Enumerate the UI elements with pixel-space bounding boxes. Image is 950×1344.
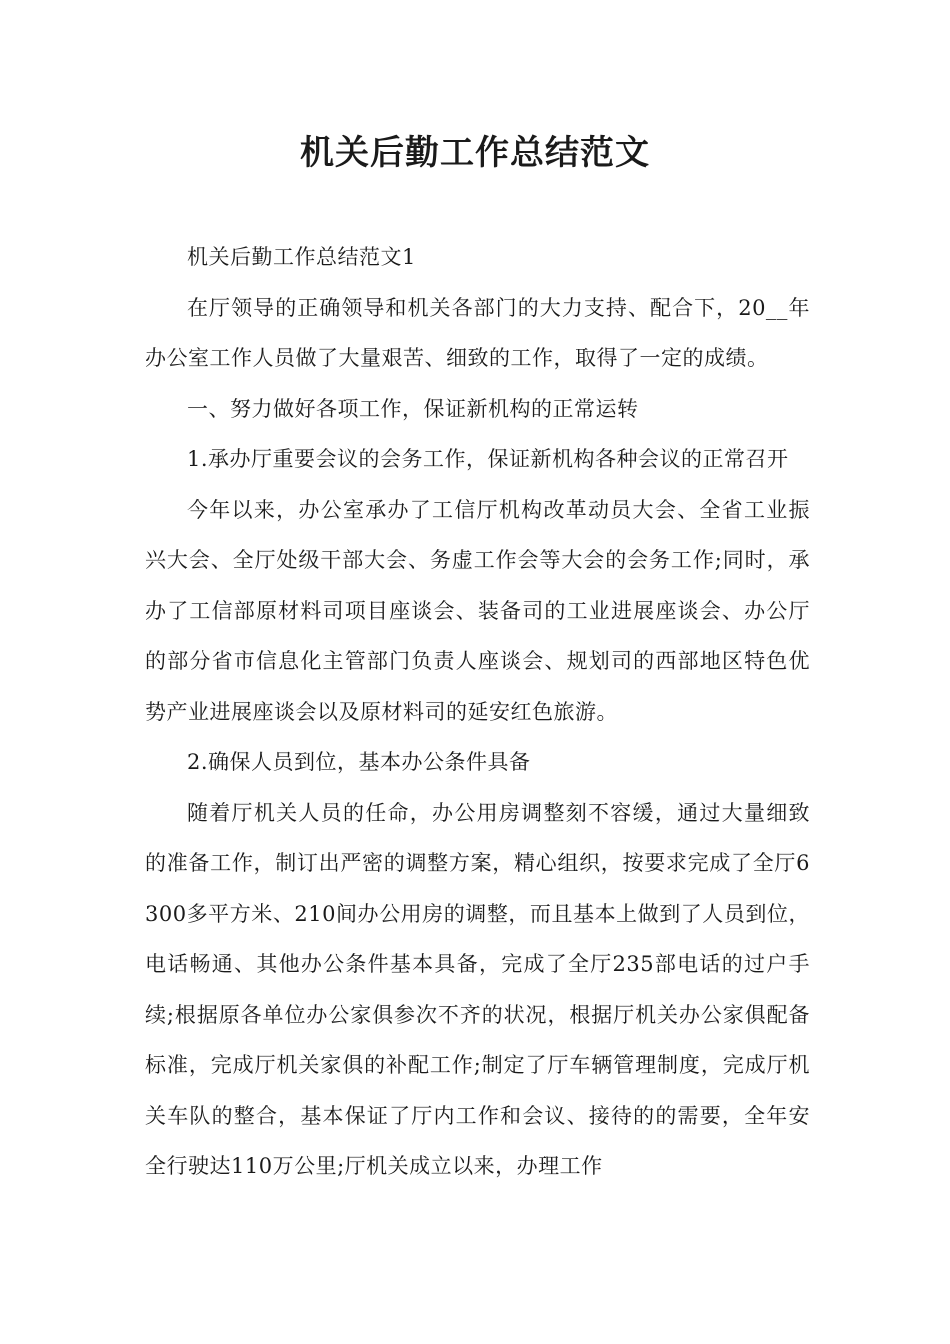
paragraph-subtitle: 机关后勤工作总结范文1 xyxy=(187,245,416,269)
paragraph-intro: 在厅领导的正确领导和机关各部门的大力支持、配合下，20__年办公室工作人员做了大量艰苦、细致的工作，取得了一定的成绩。 xyxy=(145,295,810,370)
section-heading-1: 一、努力做好各项工作，保证新机构的正常运转 xyxy=(187,396,639,421)
paragraph-offices: 随着厅机关人员的任命，办公用房调整刻不容缓，通过大量细致的准备工作，制订出严密的调整方案，精心组织，按要求完成了全厅6300多平方米、210间办公用房的调整，而且基本上做到了人员到位，电话畅通、其他办公条件基本具备，完成了全厅235部电话的过户手续;根据原各单位办公家俱参次不齐的状况，根据厅机关办公家俱配备标准，完成厅机关家俱的补配工作;制定了厅车辆管理制度，完成厅机关车队的整合，基本保证了厅内工作和会议、接待的的需要，全年安全行驶达110万公里;厅机关成立以来，办理工作 xyxy=(145,800,810,1178)
document-body xyxy=(145,232,810,1192)
subsection-heading-2: 2.确保人员到位，基本办公条件具备 xyxy=(187,750,531,774)
document-title: 机关后勤工作总结范文 xyxy=(300,133,650,173)
paragraph-meetings: 今年以来，办公室承办了工信厅机构改革动员大会、全省工业振兴大会、全厅处级干部大会、务虚工作会等大会的会务工作;同时，承办了工信部原材料司项目座谈会、装备司的工业进展座谈会、办公厅的部分省市信息化主管部门负责人座谈会、规划司的西部地区特色优势产业进展座谈会以及原材料司的延安红色旅游。 xyxy=(145,497,810,724)
subsection-heading-1: 1.承办厅重要会议的会务工作，保证新机构各种会议的正常召开 xyxy=(187,447,789,471)
